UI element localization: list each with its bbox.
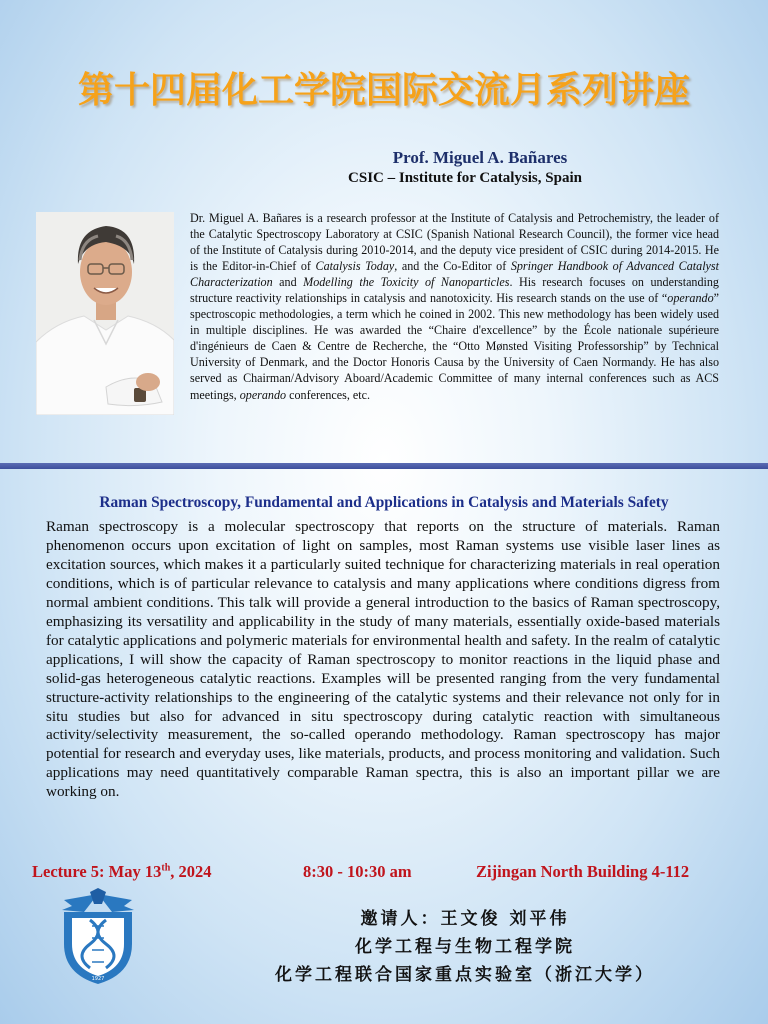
bio-journal: Catalysis Today	[315, 259, 395, 274]
lecture-date	[32, 862, 212, 882]
speaker-affiliation: CSIC – Institute for Catalysis, Spain	[348, 170, 582, 186]
lecture-year: , 2024	[170, 862, 212, 881]
talk-title: Raman Spectroscopy, Fundamental and Applications in Catalysis and Materials Safety	[99, 494, 669, 511]
bio-book-title: Springer Handbook of Advanced Catalyst Characterization	[190, 259, 719, 290]
poster-title: 第十四届化工学院国际交流月系列讲座	[77, 70, 690, 111]
college-emblem-icon	[54, 888, 142, 986]
lecture-location: Zijingan North Building 4-112	[476, 862, 690, 881]
bio-text: and	[272, 275, 304, 290]
bio-text: conferences, etc.	[286, 387, 371, 402]
bio-term: operando	[667, 291, 714, 306]
college-logo	[54, 888, 142, 986]
invitation-laboratory: 化学工程联合国家重点实验室（浙江大学）	[275, 965, 655, 985]
lecture-date-suffix: th	[161, 862, 171, 874]
bio-term: operando	[239, 387, 287, 402]
speaker-photo	[36, 212, 174, 415]
logo-year: 1927	[91, 976, 105, 982]
bio-text: . His research focuses on understanding structure reactivity relationships in catalysis and nanotoxicity. His research stands on the use of “	[190, 275, 719, 306]
lecture-label: Lecture 5: May 13	[32, 862, 162, 881]
speaker-name: Prof. Miguel A. Bañares	[392, 148, 568, 167]
bio-text: , and the Co-Editor of	[394, 259, 511, 274]
speaker-bio	[190, 210, 719, 403]
lecture-time: 8:30 - 10:30 am	[303, 862, 412, 881]
section-divider	[0, 463, 768, 469]
bio-book-title: Modelling the Toxicity of Nanoparticles	[303, 275, 510, 290]
talk-abstract: Raman spectroscopy is a molecular spectroscopy that reports on the structure of materials. Raman phenomenon occurs upon excitation of light on samples, most Raman systems use visible laser lines as excitation sources, which makes it a particularly suited technique for characterizing materials in real operation conditions, which is of particular relevance to catalysis and many applications where conditions digress from normal ambient conditions. This talk will provide a general introduction to the basics of Raman spectroscopy, emphasizing its versatility and applicability in the study of many materials, essentially oxide-based materials for catalytic applications and polymeric materials for environmental health and safety. In the realm of catalytic applications, I will show the capacity of Raman spectroscopy to monitor reactions in the liquid phase and solid-gas heterogeneous catalytic reactions. Examples will be presented ranging from the very fundamental structure-activity relationships to the engineering of the catalytic systems and their relevance not only for in situ studies but also for advanced in situ spectroscopy during catalytic reaction with simultaneous activity/selectivity measurement, the so-called operando methodology. Raman spectroscopy has major potential for research and everyday uses, like materials, products, and process monitoring and validation. Such applications may need quantitatively comparable Raman spectra, this is also an important pillar we are working on.	[46, 518, 720, 801]
bio-text: Dr. Miguel A. Bañares is a research professor at the Institute of Catalysis and Petrochemistry, the leader of the Catalytic Spectroscopy Laboratory at CSIC (Spanish National Research Council), the former vice head of the Institute of Catalysis during 2010-2014, and the deputy vice president of CSIC during 2014-2015. He is the Editor-in-Chief of	[190, 211, 719, 274]
invitation-college: 化学工程与生物工程学院	[355, 937, 575, 957]
bio-text: ” spectroscopic methodologies, a term which he coined in 2002. This new methodology has been widely used in multiple disciplines. He was awarded the “Chaire d'excellence” by the École nationale supérieure d'ingénieurs de Caen & Centre de Recherche, the “Otto Mønsted Visiting Professorship” by Technical University of Denmark, and the Doctor Honoris Causa by the University of Caen Normandy. He has also served as Chairman/Advisory Aboard/Academic Committee of many internal conferences such as ACS meetings,	[190, 291, 719, 402]
invitation-hosts: 邀请人：王文俊 刘平伟	[360, 909, 570, 929]
speaker-portrait-illustration	[36, 212, 174, 415]
